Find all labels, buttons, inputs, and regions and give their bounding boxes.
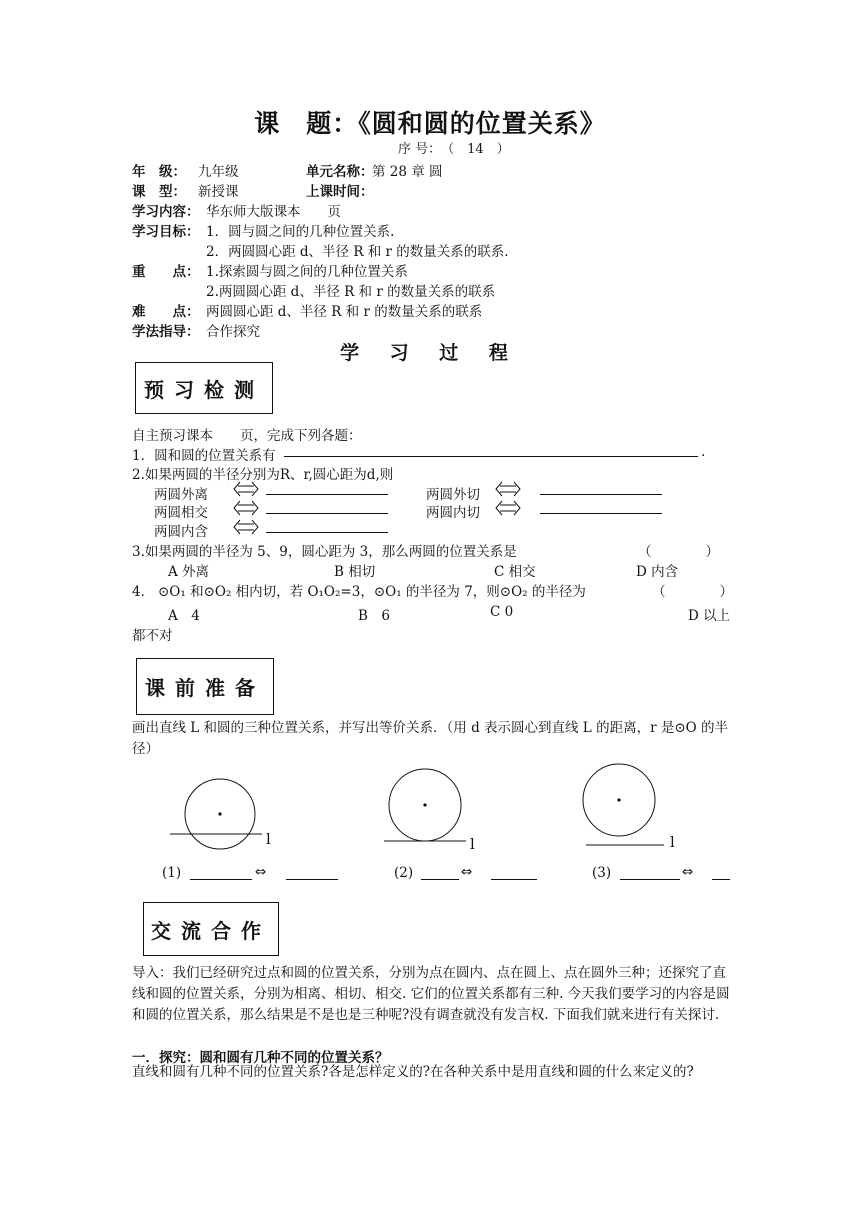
diagram-label-1: (1) xyxy=(162,865,182,881)
question-1-end: . xyxy=(701,444,706,460)
goal-1: 1．圆与圆之间的几种位置关系. xyxy=(206,224,395,240)
q4-option-d: D 以上 xyxy=(688,608,731,624)
difficulty-label: 难 点： xyxy=(132,304,200,320)
q3-option-a: A 外离 xyxy=(168,564,210,580)
answer-line-3a[interactable] xyxy=(620,879,680,880)
answer-line-2b[interactable] xyxy=(491,879,537,880)
method-label: 学法指导： xyxy=(132,324,200,340)
preview-intro: 自主预习课本 页，完成下列各题： xyxy=(132,428,362,444)
prep-box: 课前准备 xyxy=(136,658,274,715)
circle-line-diagram-1 xyxy=(168,774,278,854)
answer-line-internal-tangent[interactable] xyxy=(540,513,662,514)
diagram-label-2: (2) xyxy=(394,865,414,881)
unit-value: 第 28 章 圆 xyxy=(372,164,443,180)
grade-label: 年 级： xyxy=(132,164,186,180)
exploration-heading: 一．探究：圆和圆有几种不同的位置关系？ xyxy=(132,1050,389,1066)
key-2: 2.两圆圆心距 d、半径 R 和 r 的数量关系的联系 xyxy=(206,284,496,300)
q3-option-b: B 相切 xyxy=(334,564,376,580)
question-4-number: 4． xyxy=(132,584,155,600)
process-title: 学 习 过 程 xyxy=(340,342,520,364)
line-label-1: l xyxy=(266,830,271,848)
serial-number: 序 号： （ 14 ） xyxy=(398,142,510,157)
exchange-box: 交流合作 xyxy=(143,902,279,956)
prep-instruction: 画出直线 L 和圆的三种位置关系，并写出等价关系．（用 d 表示圆心到直线 L 的距离，r 是⊙O 的半径） xyxy=(132,720,728,757)
answer-line-q1[interactable] xyxy=(284,456,698,457)
relation-external-tangent: 两圆外切 xyxy=(426,487,480,503)
q3-option-d: D 内含 xyxy=(636,564,679,580)
equivalence-1-icon: ⇔ xyxy=(255,864,267,880)
relation-apart: 两圆外离 xyxy=(154,487,208,503)
equivalence-3-icon: ⇔ xyxy=(682,864,694,880)
circle-line-diagram-2 xyxy=(380,768,480,848)
page-title: 课 题：《圆和圆的位置关系》 xyxy=(254,109,606,138)
relation-internal-tangent: 两圆内切 xyxy=(426,505,480,521)
exploration-question: 直线和圆有几种不同的位置关系?各是怎样定义的?在各种关系中是用直线和圆的什么来定义的? xyxy=(132,1064,694,1080)
answer-line-1b[interactable] xyxy=(286,879,338,880)
question-2: 2.如果两圆的半径分别为R、r,圆心距为d,则 xyxy=(132,467,394,483)
answer-line-apart[interactable] xyxy=(266,494,388,495)
answer-line-2a[interactable] xyxy=(421,879,459,880)
answer-line-external-tangent[interactable] xyxy=(540,494,662,495)
time-label: 上课时间： xyxy=(306,184,374,200)
exchange-intro: 导入：我们已经研究过点和圆的位置关系，分别为点在圆内、点在圆上、点在圆外三种；还探究了直线和圆的位置关系，分别为相离、相切、相交. 它们的位置关系都有三种. 今天我们要学习的内容是圆和圆的位置关系，那么结果是不是也是三种呢?没有调查就没有发言权. 下面我们就来进行有关探讨. xyxy=(132,965,730,1023)
question-3: 3.如果两圆的半径为 5、9，圆心距为 3，那么两圆的位置关系是 xyxy=(132,544,517,560)
line-label-3: l xyxy=(670,833,675,851)
equivalence-arrows-right-icon xyxy=(492,479,524,521)
relation-contain: 两圆内含 xyxy=(154,524,208,540)
line-label-2: l xyxy=(470,835,475,853)
equivalence-arrows-left-icon xyxy=(230,479,262,541)
equivalence-2-icon: ⇔ xyxy=(461,864,473,880)
preview-box: 预习检测 xyxy=(135,362,273,414)
q3-option-c: C 相交 xyxy=(494,564,536,580)
relation-intersect: 两圆相交 xyxy=(154,505,208,521)
goals-label: 学习目标： xyxy=(132,224,200,240)
question-3-paren: （ ） xyxy=(638,544,719,560)
unit-label: 单元名称： xyxy=(306,164,374,180)
key-label: 重 点： xyxy=(132,264,200,280)
type-value: 新授课 xyxy=(198,184,239,200)
grade-value: 九年级 xyxy=(198,164,239,180)
content-value: 华东师大版课本 页 xyxy=(206,204,341,220)
q4-option-c: C 0 xyxy=(490,604,514,620)
q4-option-a: A 4 xyxy=(168,608,200,624)
content-label: 学习内容： xyxy=(132,204,200,220)
goal-2: 2．两圆圆心距 d、半径 R 和 r 的数量关系的联系. xyxy=(206,244,509,260)
type-label: 课 型： xyxy=(132,184,186,200)
diagram-label-3: (3) xyxy=(592,865,612,881)
circle-line-diagram-3 xyxy=(578,764,678,854)
answer-line-intersect[interactable] xyxy=(266,513,388,514)
question-1: 1．圆和圆的位置关系有 xyxy=(132,448,276,464)
q4-option-b: B 6 xyxy=(358,608,391,624)
answer-line-3b[interactable] xyxy=(712,879,730,880)
q4-option-d-continued: 都不对 xyxy=(132,628,173,644)
question-4: ⊙O₁ 和⊙O₂ 相内切，若 O₁O₂=3，⊙O₁ 的半径为 7，则⊙O₂ 的半径为 xyxy=(158,584,586,600)
question-4-paren: （ ） xyxy=(652,584,733,600)
key-1: 1.探索圆与圆之间的几种位置关系 xyxy=(206,264,408,280)
answer-line-1a[interactable] xyxy=(190,879,252,880)
difficulty-value: 两圆圆心距 d、半径 R 和 r 的数量关系的联系 xyxy=(206,304,483,320)
answer-line-contain[interactable] xyxy=(266,532,388,533)
method-value: 合作探究 xyxy=(206,324,260,340)
